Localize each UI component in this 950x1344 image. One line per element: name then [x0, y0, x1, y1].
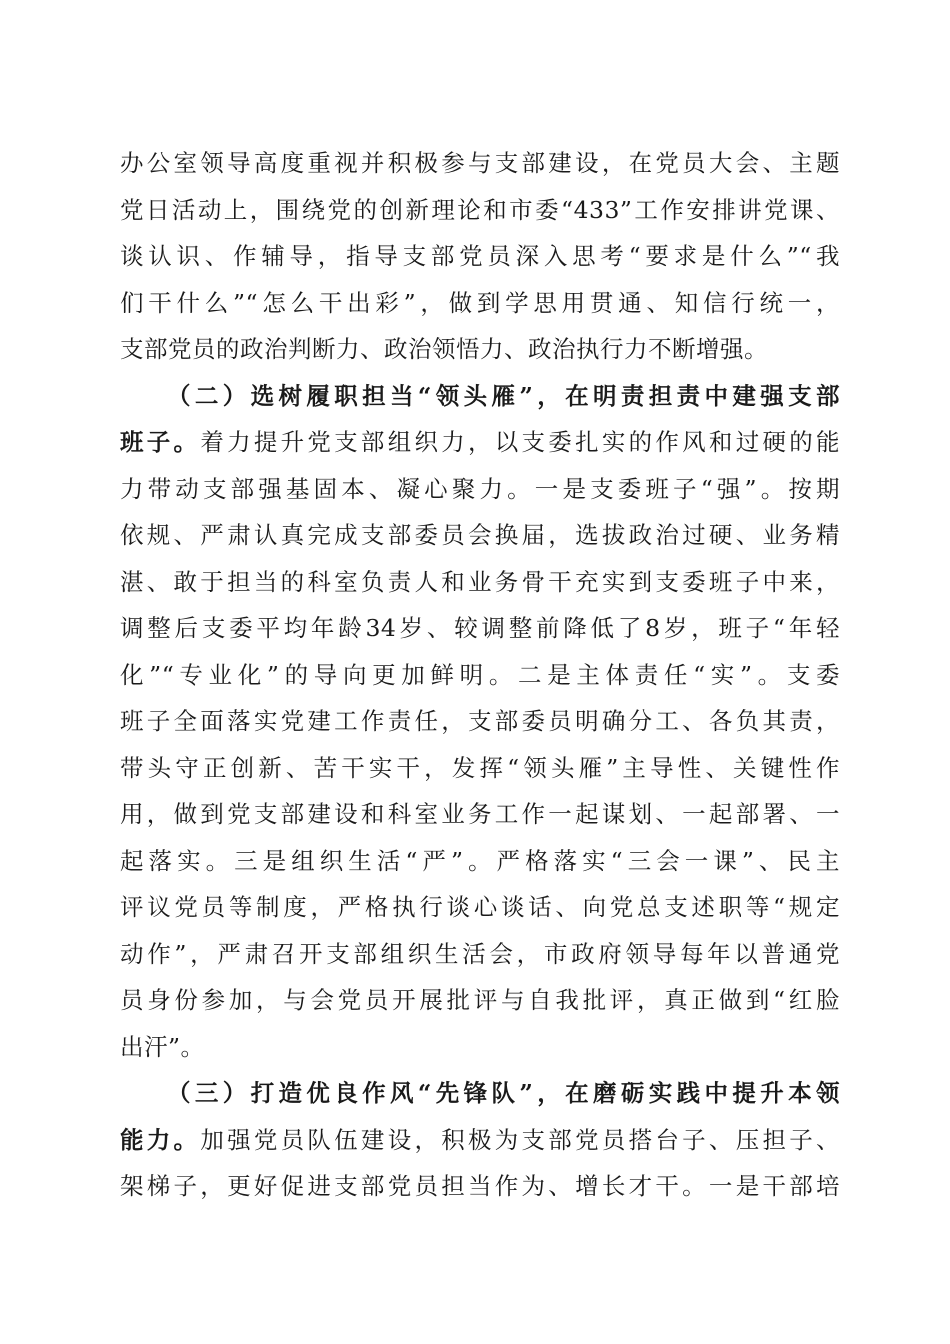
- text-line: [120, 419, 840, 466]
- text-line: 评议党员等制度，严格执行谈心谈话、向党总支述职等“规定: [120, 893, 840, 921]
- text-line: 带头守正创新、苦干实干，发挥“领头雁”主导性、关键性作: [120, 753, 840, 782]
- text-line: 党日活动上，围绕党的创新理论和市委“433”工作安排讲党课、: [120, 195, 840, 224]
- text-line: 起落实。三是组织生活“严”。严格落实“三会一课”、民主: [120, 846, 840, 875]
- text-line: [120, 1070, 840, 1117]
- section-heading: （二）选树履职担当“领头雁”，在明责担责中建强支部: [167, 381, 840, 410]
- text-line: [120, 373, 840, 420]
- text-line: 依规、严肃认真完成支部委员会换届，选拔政治过硬、业务精: [120, 521, 840, 549]
- text-line: 化”“专业化”的导向更加鲜明。二是主体责任“实”。支委: [120, 660, 840, 689]
- text-line: 支部党员的政治判断力、政治领悟力、政治执行力不断增强。: [120, 335, 768, 363]
- text-line: 动作”，严肃召开支部组织生活会，市政府领导每年以普通党: [120, 939, 840, 968]
- text-line: 出汗”。: [120, 1032, 205, 1061]
- text-line: 调整后支委平均年龄34岁、较调整前降低了8岁，班子“年轻: [120, 614, 840, 642]
- text-line: 班子全面落实党建工作责任，支部委员明确分工、各负其责，: [120, 707, 840, 735]
- paragraph: [120, 140, 840, 373]
- text-line: 力带动支部强基固本、凝心聚力。一是支委班子“强”。按期: [120, 474, 840, 503]
- text-line: 办公室领导高度重视并积极参与支部建设，在党员大会、主题: [120, 149, 840, 177]
- text-line: 谈认识、作辅导，指导支部党员深入思考“要求是什么”“我: [120, 242, 840, 270]
- text-line: 用，做到党支部建设和科室业务工作一起谋划、一起部署、一: [120, 800, 840, 828]
- text-run: 着力提升党支部组织力，以支委扎实的作风和过硬的能: [200, 428, 841, 456]
- text-line: [120, 1117, 840, 1164]
- text-line: 们干什么”“怎么干出彩”，做到学思用贯通、知信行统一，: [120, 288, 840, 317]
- text-line: 员身份参加，与会党员开展批评与自我批评，真正做到“红脸: [120, 986, 840, 1014]
- text-run: 加强党员队伍建设，积极为支部党员搭台子、压担子、: [200, 1125, 841, 1154]
- section-heading: 能力。: [120, 1125, 201, 1154]
- section-heading: （三）打造优良作风“先锋队”，在磨砺实践中提升本领: [167, 1079, 840, 1107]
- paragraph: [120, 373, 840, 1071]
- text-line: 架梯子，更好促进支部党员担当作为、增长才干。一是干部培: [120, 1172, 840, 1200]
- paragraph: [120, 1070, 840, 1210]
- section-heading: 班子。: [120, 428, 201, 456]
- document-body: [120, 140, 840, 1210]
- text-line: 湛、敢于担当的科室负责人和业务骨干充实到支委班子中来，: [120, 567, 840, 596]
